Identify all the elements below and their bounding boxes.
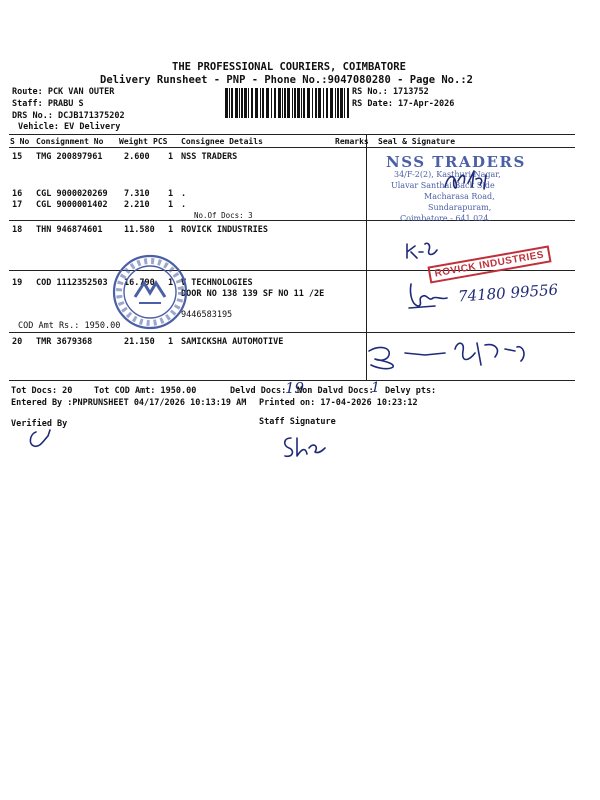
docs-count-note: No.Of Docs: 3 <box>194 211 253 220</box>
row-sno: 15 <box>12 152 23 162</box>
vtech-signature <box>405 276 460 316</box>
col-pcs: PCS <box>153 137 168 146</box>
barcode-bar <box>271 88 272 118</box>
non-delivered-docs-label: Non Dalvd Docs: <box>297 386 374 396</box>
verifier-signature <box>26 426 56 450</box>
row-consignment: TMR 3679368 <box>36 337 93 347</box>
barcode-bar <box>262 88 264 118</box>
route-text: Route: PCK VAN OUTER <box>12 87 115 97</box>
drs-text: DRS No.: DCJB171375202 <box>12 111 125 121</box>
delivered-docs-value: 19 <box>285 379 305 397</box>
rovick-stamp: ROVICK INDUSTRIES <box>427 245 551 283</box>
round-seal <box>111 253 189 331</box>
barcode-bar <box>337 88 339 118</box>
row-weight: 2.210 <box>124 200 150 210</box>
barcode-bar <box>297 88 300 118</box>
barcode-bar <box>278 88 281 118</box>
entered-by: Entered By :PNPRUNSHEET 04/17/2026 10:13:19 AM <box>11 398 247 408</box>
barcode-bar <box>335 88 336 118</box>
barcode-bar <box>235 88 238 118</box>
row-pcs: 1 <box>168 278 174 288</box>
col-consignee: Consignee Details <box>181 137 263 146</box>
row-consignee: ROVICK INDUSTRIES <box>181 225 268 235</box>
row-weight: 11.580 <box>124 225 155 235</box>
barcode-bar <box>326 88 328 118</box>
barcode-bar <box>231 88 233 118</box>
barcode-bar <box>347 88 349 118</box>
barcode-bar <box>301 88 302 118</box>
row-pcs: 1 <box>168 152 174 162</box>
row-weight: 7.310 <box>124 189 150 199</box>
col-weight: Weight <box>119 137 148 146</box>
nss-stamp-address: 34/F-2(2), Kasthuri Nagar, <box>394 170 501 179</box>
verified-by-label: Verified By <box>11 419 68 429</box>
barcode-bar <box>248 88 249 118</box>
row-weight: 16.790 <box>124 278 155 288</box>
row-pcs: 1 <box>168 337 174 347</box>
row-pcs: 1 <box>168 200 174 210</box>
samicksha-signature <box>365 335 545 375</box>
col-remarks: Remarks <box>335 137 369 146</box>
row-consignee: SAMICKSHA AUTOMOTIVE <box>181 337 284 347</box>
row-sno: 20 <box>12 337 23 347</box>
barcode-bar <box>287 88 290 118</box>
row-rule <box>9 332 575 333</box>
nss-stamp-address: Ulavar Santhai Back Side <box>391 181 495 190</box>
vehicle-text: Vehicle: EV Delivery <box>18 122 121 132</box>
consignee-address: DOOR NO 138 139 SF NO 11 /2E <box>181 289 325 299</box>
row-sno: 16 <box>12 189 23 199</box>
barcode-bar <box>315 88 317 118</box>
staff-text: Staff: PRABU S <box>12 99 84 109</box>
nss-stamp-address: Coimbatore - 641 024. <box>400 214 491 223</box>
barcode-bar <box>303 88 305 118</box>
table-header-rule <box>9 147 575 148</box>
row-consignee: . <box>181 200 187 210</box>
barcode-bar <box>323 88 324 118</box>
row-consignment: COD 1112352503 <box>36 278 108 288</box>
printed-on: Printed on: 17-04-2026 10:23:12 <box>259 398 418 408</box>
barcode-bar <box>318 88 321 118</box>
staff-signature-label: Staff Signature <box>259 417 336 427</box>
row-consignee: . <box>181 189 187 199</box>
col-seal-signature: Seal & Signature <box>378 137 456 146</box>
delivery-points-label: Delvy pts: <box>385 386 437 396</box>
barcode-bar <box>284 88 286 118</box>
cod-amount: COD Amt Rs.: 1950.00 <box>18 321 121 331</box>
nss-signature <box>440 165 500 195</box>
rs-number: RS No.: 1713752 <box>352 87 429 97</box>
barcode <box>225 88 350 118</box>
company-title: THE PROFESSIONAL COURIERS, COIMBATORE <box>172 61 406 73</box>
barcode-bar <box>282 88 283 118</box>
row-weight: 2.600 <box>124 152 150 162</box>
barcode-bar <box>294 88 296 118</box>
barcode-bar <box>255 88 258 118</box>
barcode-bar <box>260 88 261 118</box>
barcode-bar <box>292 88 293 118</box>
total-docs: Tot Docs: 20 <box>11 386 73 396</box>
barcode-bar <box>244 88 247 118</box>
barcode-bar <box>344 88 345 118</box>
col-consignment: Consignment No <box>36 137 104 146</box>
delivered-docs-label: Delvd Docs: <box>230 386 287 396</box>
row-weight: 21.150 <box>124 337 155 347</box>
total-cod: Tot COD Amt: 1950.00 <box>94 386 197 396</box>
barcode-bar <box>239 88 240 118</box>
barcode-bar <box>266 88 269 118</box>
handwritten-phone: 74180 99556 <box>457 280 559 306</box>
row-consignment: TMG 200897961 <box>36 152 103 162</box>
barcode-bar <box>340 88 343 118</box>
barcode-bar <box>312 88 313 118</box>
row-consignment: CGL 9000001402 <box>36 200 108 210</box>
barcode-bar <box>229 88 230 118</box>
row-pcs: 1 <box>168 225 174 235</box>
rovick-signature <box>403 238 443 263</box>
row-consignment: CGL 9000020269 <box>36 189 108 199</box>
row-sno: 19 <box>12 278 23 288</box>
non-delivered-docs-value: 1 <box>371 380 380 396</box>
row-pcs: 1 <box>168 189 174 199</box>
row-consignee: V TECHNOLOGIES <box>181 278 253 288</box>
row-sno: 17 <box>12 200 23 210</box>
table-top-rule <box>9 134 575 135</box>
row-consignment: THN 946874601 <box>36 225 103 235</box>
nss-stamp-name: NSS TRADERS <box>386 153 526 171</box>
staff-signature <box>279 432 327 462</box>
row-consignee: NSS TRADERS <box>181 152 238 162</box>
rs-date: RS Date: 17-Apr-2026 <box>352 99 455 109</box>
barcode-bar <box>307 88 310 118</box>
consignee-phone: 9446583195 <box>181 310 233 320</box>
row-sno: 18 <box>12 225 23 235</box>
barcode-bar <box>274 88 276 118</box>
barcode-bar <box>241 88 243 118</box>
runsheet-title: Delivery Runsheet - PNP - Phone No.:9047080280 - Page No.:2 <box>100 74 473 86</box>
barcode-bar <box>225 88 228 118</box>
nss-stamp-address: Macharasa Road, <box>424 192 495 201</box>
barcode-bar <box>330 88 333 118</box>
nss-stamp-address: Sundarapuram, <box>428 203 492 212</box>
col-sno: S No <box>10 137 30 146</box>
barcode-bar <box>251 88 253 118</box>
